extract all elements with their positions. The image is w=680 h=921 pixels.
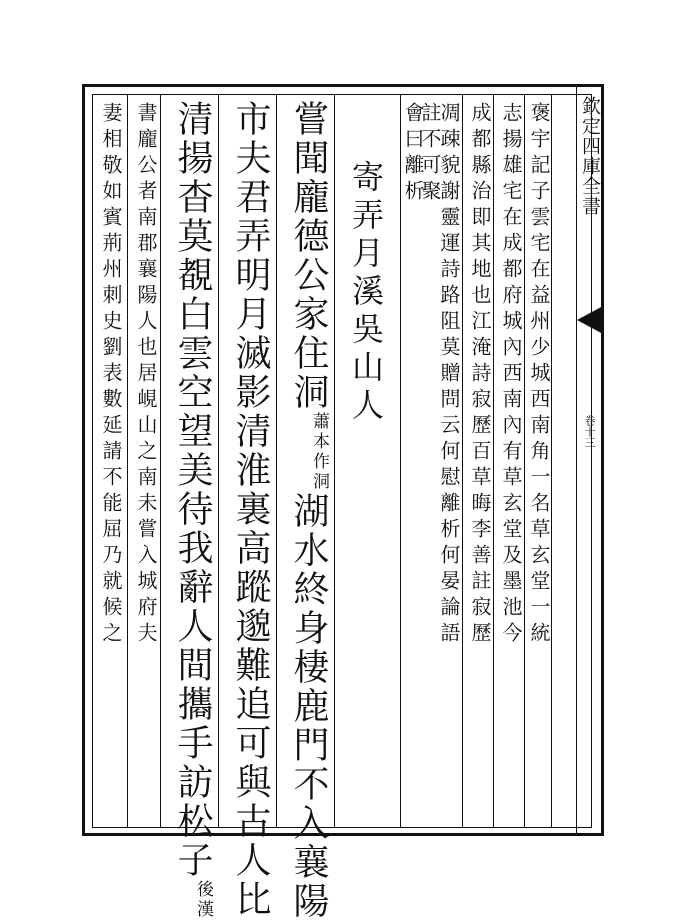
fishtail-mark bbox=[577, 306, 603, 334]
poem-text: 嘗聞龐德公家住洞 bbox=[288, 100, 329, 412]
column-rule bbox=[218, 94, 219, 828]
commentary-column-6: 書龐公者南郡襄陽人也居峴山之南未嘗入城府夫 bbox=[134, 102, 158, 648]
poem-text: 清揚杳莫覩白雲空望美待我辭人間攜手訪松子 bbox=[172, 100, 213, 880]
inline-note: 後漢 bbox=[193, 880, 213, 920]
commentary-column-5b: 會曰離析 bbox=[401, 102, 425, 206]
commentary-column-7: 妻相敬如賓荊州刺史劉表數延請不能屈乃就候之 bbox=[99, 102, 123, 648]
commentary-column-1: 褒宇記子雲宅在益州少城西南角一名草玄堂一統 bbox=[527, 102, 551, 648]
volume-label: 卷十三 bbox=[583, 415, 596, 448]
commentary-column-5: 註不可聚 bbox=[418, 102, 442, 206]
column-rule bbox=[493, 94, 494, 828]
poem-column-2: 市夫君弄明月滅影清淮裏高蹤邈難追可與古人比 bbox=[230, 100, 271, 919]
column-rule bbox=[127, 94, 128, 828]
column-rule bbox=[524, 94, 525, 828]
column-rule bbox=[462, 94, 463, 828]
poem-title: 寄弄月溪吳山人 bbox=[347, 160, 385, 426]
column-rule bbox=[551, 94, 552, 828]
column-rule bbox=[160, 94, 161, 828]
commentary-column-2: 志揚雄宅在成都府城內西南內有草玄堂及墨池今 bbox=[499, 102, 523, 648]
column-rule bbox=[334, 94, 335, 828]
poem-column-3 bbox=[172, 100, 212, 920]
poem-column-1 bbox=[288, 100, 328, 921]
margin-title: 欽定四庫全書 bbox=[579, 96, 601, 216]
commentary-column-4: 凋疎貌謝靈運詩路阻莫贈問云何慰離析何晏論語 bbox=[437, 102, 461, 648]
inline-note: 蕭本作洞 bbox=[309, 412, 329, 492]
poem-text: 湖水終身棲鹿門不入襄陽 bbox=[288, 492, 329, 921]
commentary-column-3: 成都縣治即其地也江淹詩寂歷百草晦李善註寂歷 bbox=[468, 102, 492, 648]
column-rule bbox=[276, 94, 277, 828]
